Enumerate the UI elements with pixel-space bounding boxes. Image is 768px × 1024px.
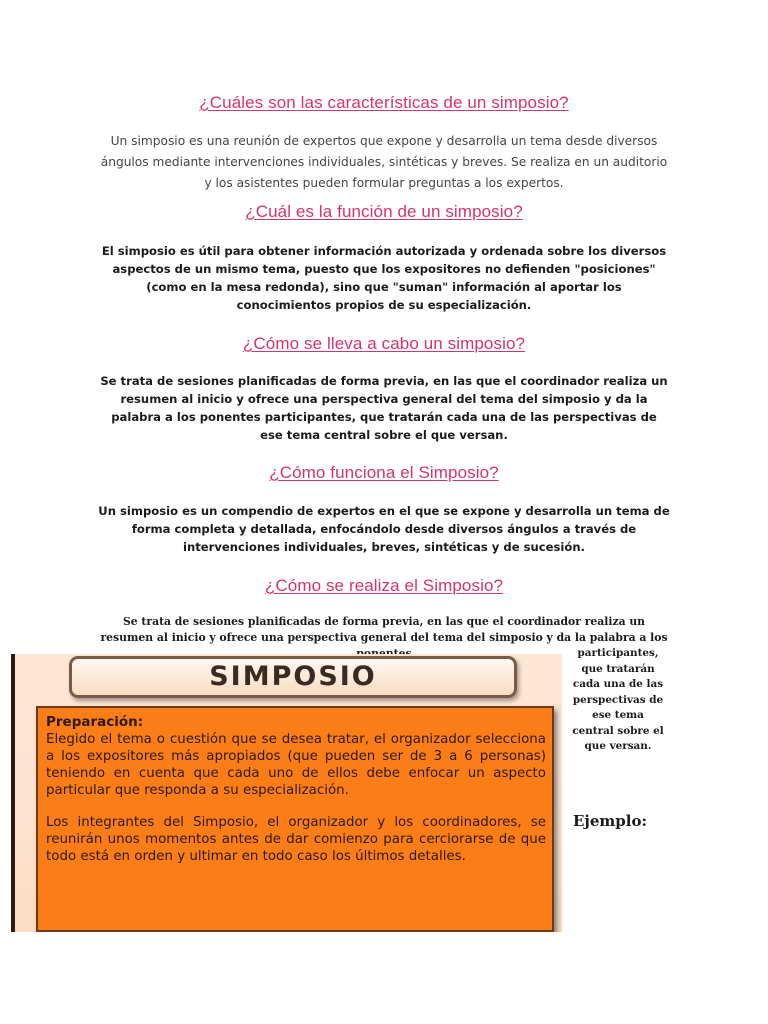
preparation-paragraph-2: Los integrantes del Simposio, el organizador y los coordinadores, se reunirán unos momentos antes de dar comienzo para cerciorarse de que todo está en orden y ultimar en todo caso los últimos detalles.	[46, 815, 546, 864]
paragraph-caracteristicas: Un simposio es una reunión de expertos que expone y desarrolla un tema desde diversos ángulos mediante intervenciones individuales, sintéticas y breves. Se realiza en un auditorio y los asistentes pueden formular preguntas a los expertos.	[100, 134, 668, 190]
paragraph-como-se-lleva: Se trata de sesiones planificadas de forma previa, en las que el coordinador realiza un resumen al inicio y ofrece una perspectiva general del tema del simposio y da la palabra a los ponentes participantes, que tratarán cada una de las perspectivas de ese tema central sobre el que versan.	[100, 374, 668, 442]
paragraph-como-funciona: Un simposio es un compendio de expertos en el que se expone y desarrolla un tema de forma completa y detallada, enfocándolo desde diversos ángulos a través de intervenciones individuales, breves, sintéticas y de sucesión.	[98, 504, 670, 554]
preparation-paragraph-1: Elegido el tema o cuestión que se desea tratar, el organizador selecciona a los expositores más apropiados (que pueden ser de 3 a 6 personas) teniendo en cuenta que cada uno de ellos debe enfocar un aspecto particular que responda a su especialización.	[46, 732, 546, 798]
heading-como-funciona: ¿Cómo funciona el Simposio?	[269, 463, 499, 482]
heading-caracteristicas: ¿Cuáles son las características de un simposio?	[199, 93, 569, 112]
preparation-box	[36, 706, 554, 932]
heading-como-se-realiza: ¿Cómo se realiza el Simposio?	[264, 576, 504, 595]
simposio-image	[11, 654, 562, 932]
paragraph-funcion: El simposio es útil para obtener información autorizada y ordenada sobre los diversos aspectos de un mismo tema, puesto que los expositores no defienden "posiciones" (como en la mesa redonda), sino que "suman" información al aportar los conocimientos propios de su especialización.	[101, 244, 667, 312]
image-edge	[11, 654, 15, 932]
heading-funcion: ¿Cuál es la función de un simposio?	[245, 202, 523, 221]
simposio-banner	[69, 656, 517, 698]
banner-title: SIMPOSIO	[209, 661, 377, 692]
paragraph-como-se-realiza-side: participantes, que tratarán cada una de las perspectivas de ese tema central sobre el que versan.	[572, 647, 664, 752]
heading-como-se-lleva: ¿Cómo se lleva a cabo un simposio?	[242, 334, 526, 353]
paragraph-como-se-realiza-top: Se trata de sesiones planificadas de forma previa, en las que el coordinador realiza un resumen al inicio y ofrece una perspectiva general del tema del simposio y da la palabra a los	[100, 615, 668, 644]
example-label: Ejemplo:	[573, 812, 648, 830]
preparation-title: Preparación:	[46, 714, 144, 730]
